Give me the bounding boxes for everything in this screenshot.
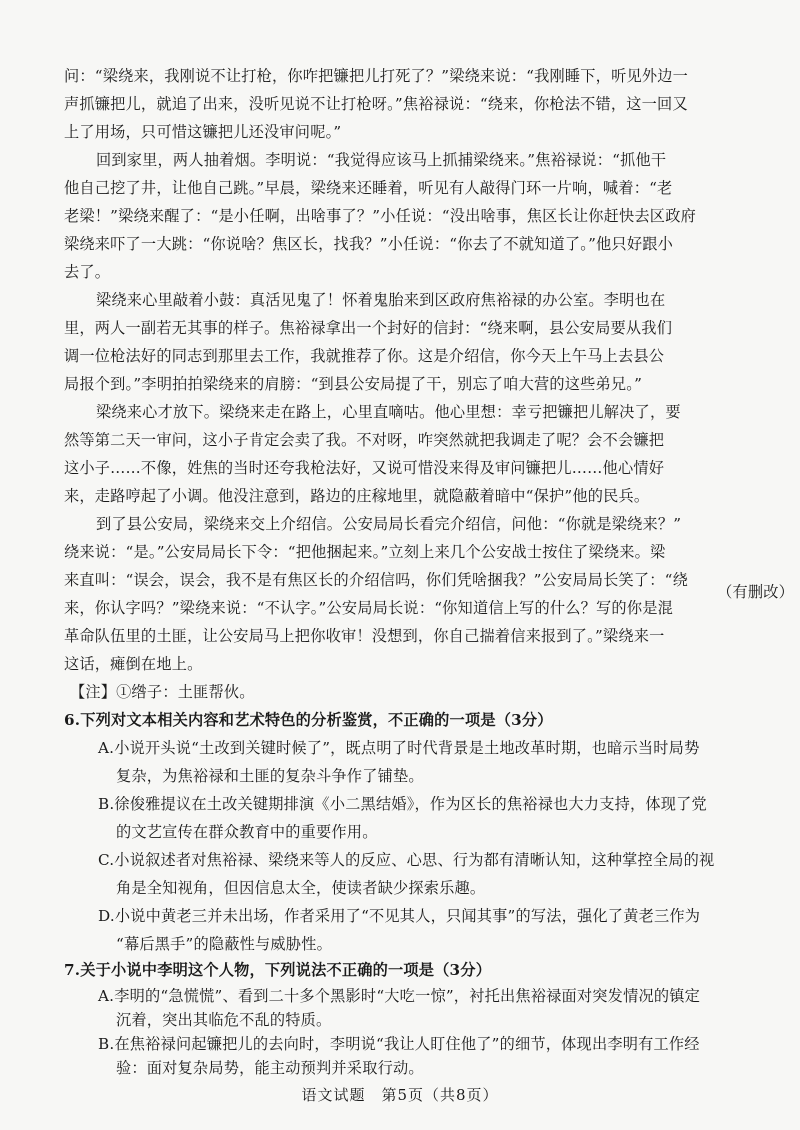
passage-line: 调一位枪法好的同志到那里去工作，我就推荐了你。这是介绍信，你今天上午马上去县公 bbox=[64, 347, 665, 365]
passage-line: 局报个到。”李明拍拍梁绕来的肩膀：“到县公安局提了干，别忘了咱大营的这些弟兄。” bbox=[64, 375, 643, 393]
option-d: D.小说中黄老三并未出场，作者采用了“不见其人，只闻其事”的写法，强化了黄老三作为 bbox=[98, 907, 701, 925]
question-stem: 6.下列对文本相关内容和艺术特色的分析鉴赏，不正确的一项是（3分） bbox=[64, 711, 553, 729]
passage-line: 到了县公安局，梁绕来交上介绍信。公安局局长看完介绍信，问他：“你就是梁绕来？” bbox=[96, 515, 682, 533]
source-note: （有删改） bbox=[717, 583, 794, 601]
passage-line: 里，两人一副若无其事的样子。焦裕禄拿出一个封好的信封：“绕来啊，县公安局要从我们 bbox=[64, 319, 673, 337]
option-b: B.徐俊雅提议在土改关键期排演《小二黑结婚》，作为区长的焦裕禄也大力支持，体现了党 bbox=[98, 795, 707, 813]
footnote: 【注】①绺子：土匪帮伙。 bbox=[70, 683, 255, 701]
passage-line: 梁绕来心里敲着小鼓：真活见鬼了！怀着鬼胎来到区政府焦裕禄的办公室。李明也在 bbox=[96, 291, 666, 309]
option-c-cont: 角是全知视角，但因信息太全，使读者缺少探索乐趣。 bbox=[116, 879, 486, 897]
option-b: B.在焦裕禄问起镰把儿的去向时，李明说“我让人盯住他了”的细节，体现出李明有工作经 bbox=[98, 1035, 700, 1053]
option-a-cont: 复杂，为焦裕禄和土匪的复杂斗争作了铺垫。 bbox=[116, 767, 424, 785]
passage-line: 来，你认字吗？”梁绕来说：“不认字。”公安局局长说：“你知道信上写的什么？写的你是混 bbox=[64, 599, 673, 617]
passage-line: 问：“梁绕来，我刚说不让打枪，你咋把镰把儿打死了？”梁绕来说：“我刚睡下，听见外边一 bbox=[64, 67, 689, 85]
passage-line: 革命队伍里的土匪，让公安局马上把你收审！没想到，你自己揣着信来报到了。”梁绕来一 bbox=[64, 627, 665, 645]
page-footer: 语文试题 第5页（共8页） bbox=[301, 1086, 499, 1104]
passage-line: 然等第二天一审问，这小子肯定会卖了我。不对呀，咋突然就把我调走了呢？会不会镰把 bbox=[64, 431, 665, 449]
passage-line: 来直叫：“误会，误会，我不是有焦区长的介绍信吗，你们凭啥捆我？”公安局局长笑了：“绕 bbox=[64, 571, 689, 589]
passage-line: 来，走路哼起了小调。他没注意到，路边的庄稼地里，就隐蔽着暗中“保护”他的民兵。 bbox=[64, 487, 650, 505]
passage-line: 声抓镰把儿，就追了出来，没听见说不让打枪呀。”焦裕禄说：“绕来，你枪法不错，这一回又 bbox=[64, 95, 688, 113]
passage-line: 梁绕来心才放下。梁绕来走在路上，心里直嘀咕。他心里想：幸亏把镰把儿解决了，要 bbox=[96, 403, 681, 421]
option-a-cont: 沉着，突出其临危不乱的特质。 bbox=[116, 1011, 332, 1029]
option-a: A.李明的“急慌慌”、看到二十多个黑影时“大吃一惊”，衬托出焦裕禄面对突发情况的镇定 bbox=[98, 987, 701, 1005]
option-b-cont: 验：面对复杂局势，能主动预判并采取行动。 bbox=[116, 1059, 424, 1077]
question-stem: 7.关于小说中李明这个人物，下列说法不正确的一项是（3分） bbox=[64, 961, 492, 979]
passage-line: 回到家里，两人抽着烟。李明说：“我觉得应该马上抓捕梁绕来。”焦裕禄说：“抓他干 bbox=[96, 151, 667, 169]
option-b-cont: 的文艺宣传在群众教育中的重要作用。 bbox=[116, 823, 378, 841]
passage-line: 绕来说：“是。”公安局局长下令：“把他捆起来。”立刻上来几个公安战士按住了梁绕来。梁 bbox=[64, 543, 666, 561]
passage-line: 他自己挖了井，让他自己跳。”早晨，梁绕来还睡着，听见有人敲得门环一片响，喊着：“老 bbox=[64, 179, 673, 197]
passage-line: 老梁！”梁绕来醒了：“是小任啊，出啥事了？”小任说：“没出啥事，焦区长让你赶快去区政府 bbox=[64, 207, 696, 225]
option-d-cont: “幕后黑手”的隐蔽性与威胁性。 bbox=[116, 935, 332, 953]
passage-line: 这小子……不像，姓焦的当时还夸我枪法好，又说可惜没来得及审问镰把儿……他心情好 bbox=[64, 459, 665, 477]
passage-line: 这话，瘫倒在地上。 bbox=[64, 655, 203, 673]
passage-line: 去了。 bbox=[64, 263, 111, 281]
passage-line: 上了用场，只可惜这镰把儿还没审问呢。” bbox=[64, 123, 342, 141]
passage-line: 梁绕来吓了一大跳：“你说啥？焦区长，找我？”小任说：“你去了不就知道了。”他只好跟小 bbox=[64, 235, 673, 253]
option-a: A.小说开头说“土改到关键时候了”，既点明了时代背景是土地改革时期，也暗示当时局势 bbox=[98, 739, 700, 757]
option-c: C.小说叙述者对焦裕禄、梁绕来等人的反应、心思、行为都有清晰认知，这种掌控全局的视 bbox=[98, 851, 715, 869]
